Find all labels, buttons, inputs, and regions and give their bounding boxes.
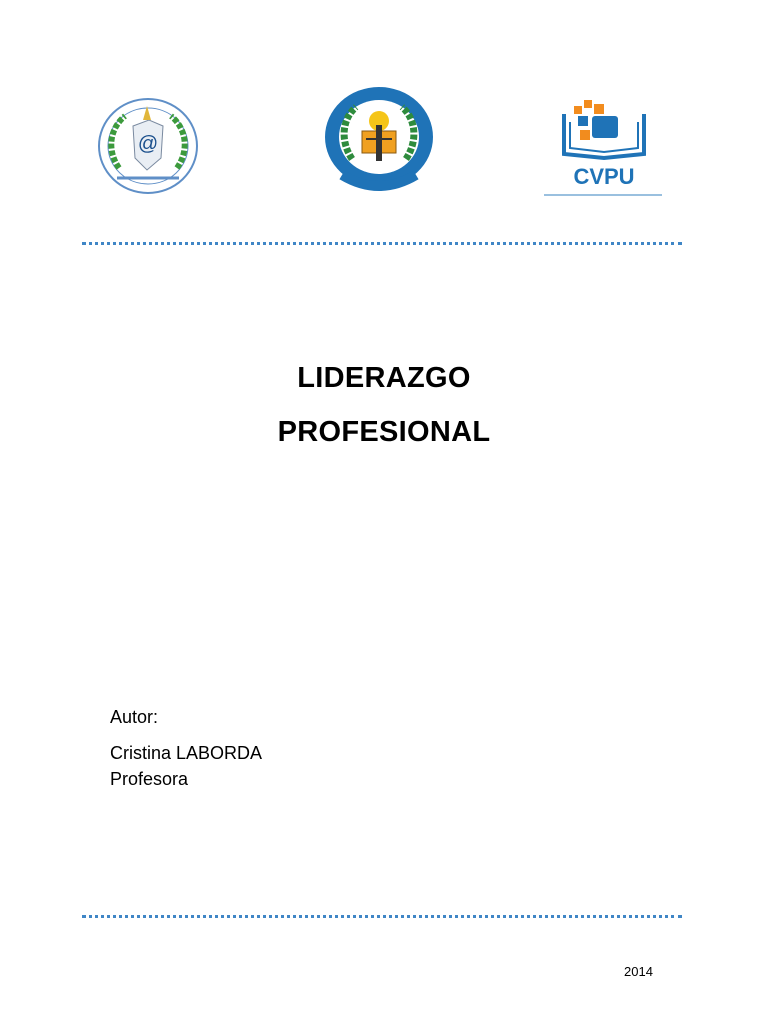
document-title-line-2: PROFESIONAL	[277, 416, 491, 448]
document-title-line-1: LIDERAZGO	[297, 362, 471, 394]
bottom-dotted-divider	[82, 915, 682, 918]
author-label: Autor:	[110, 707, 159, 727]
escuela-nacional-crest-icon	[322, 79, 437, 199]
svg-text:CVPU: CVPU	[573, 164, 635, 189]
document-year: 2014	[624, 964, 653, 979]
cvpu-logo-icon	[540, 98, 666, 204]
top-dotted-divider	[82, 242, 682, 245]
svg-text:@: @	[137, 133, 159, 155]
author-name: Cristina LABORDA	[110, 743, 263, 763]
author-role: Profesora	[110, 769, 189, 789]
escuela-nacional-seal-icon	[97, 96, 199, 196]
